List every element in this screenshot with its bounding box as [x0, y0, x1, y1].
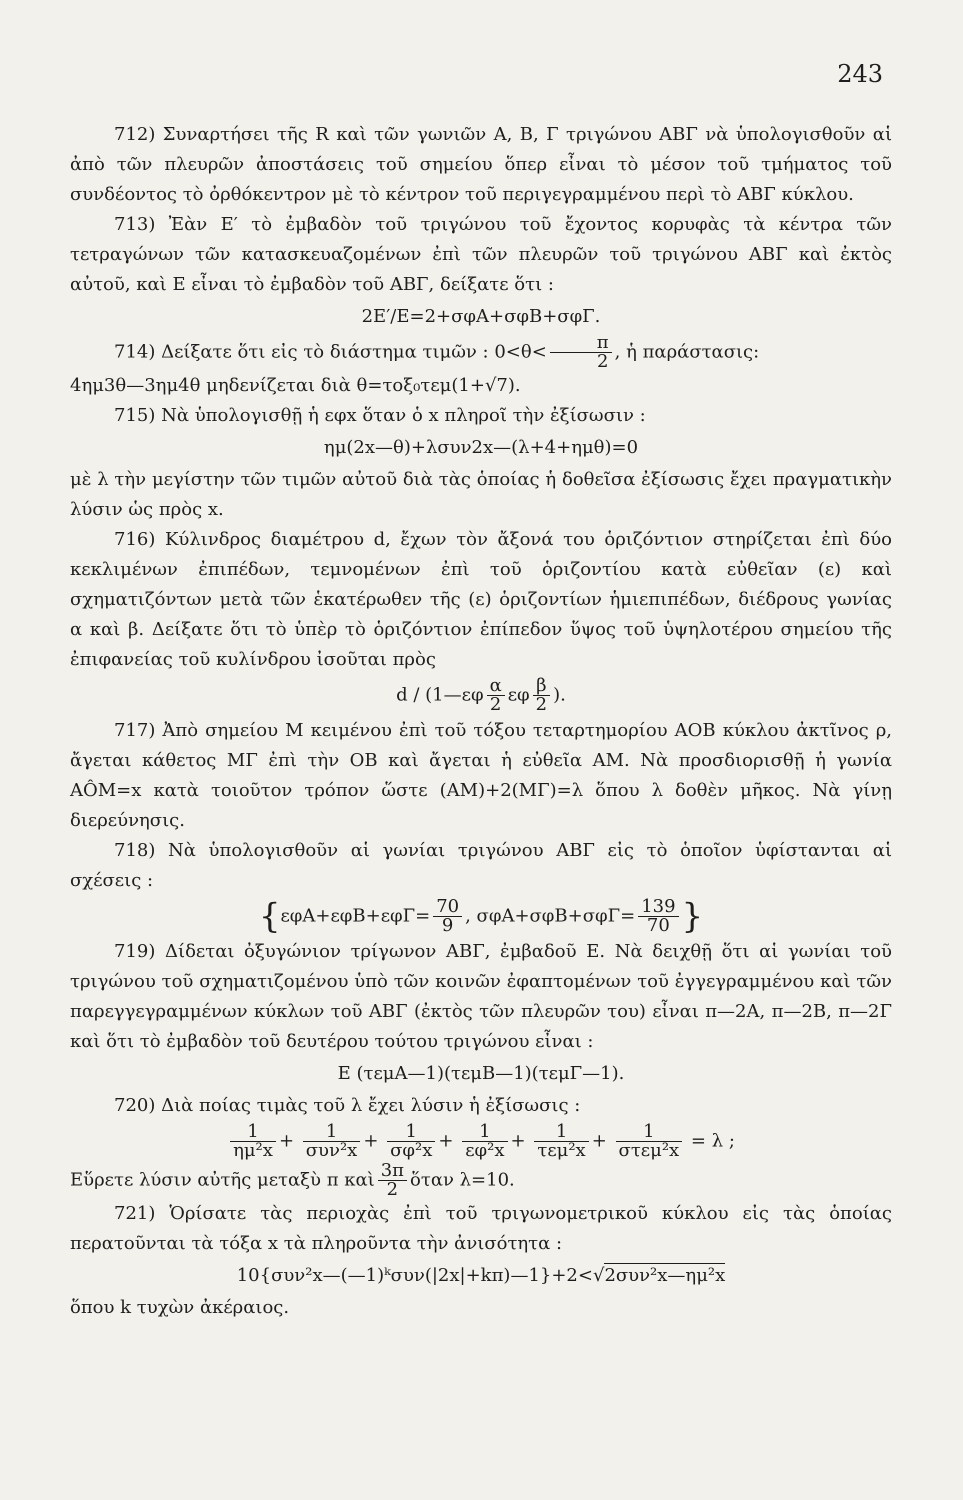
eq721-start: 10{συν²x—(—1)ᵏσυν(|2x|+kπ)—1}+2<√ [236, 1265, 605, 1286]
eq720-end: = λ ; [690, 1130, 735, 1152]
problem-716: 716) Κύλινδρος διαμέτρου d, ἔχων τὸν ἄξονά του ὁριζόντιον στηρίζεται ἐπὶ δύο κεκλιμένων ἐπιπέδων, τεμνομένων ἐπὶ τοῦ ὁριζοντίου κατὰ εὐθεῖαν (ε) καὶ σχηματιζόντων μετὰ τῶν ἑκατέρωθεν τῆς (ε) ὁριζοντίων ἡμιεπιπέδων, διέδρους γωνίας α καὶ β. Δείξατε ὅτι τὸ ὑπὲρ τὸ ὁριζόντιον ἐπίπεδον ὕψος τοῦ ὑψηλοτέρου σημείου τῆς ἐπιφανείας τοῦ κυλίνδρου ἰσοῦται πρὸς [70, 529, 892, 670]
equation-719: Ε (τεμΑ—1)(τεμΒ—1)(τεμΓ—1). [337, 1063, 625, 1084]
fraction-70-over-9 [433, 898, 462, 935]
eq716-mid: εφ [507, 684, 530, 706]
equation-716 [70, 677, 892, 714]
fraction-numerator: 139 [638, 898, 678, 917]
fraction-alpha-over-2 [487, 677, 505, 714]
problem-718: 718) Νὰ ὑπολογισθοῦν αἱ γωνίαι τριγώνου ΑΒΓ εἰς τὸ ὁποῖον ὑφίστανται αἱ σχέσεις : [70, 840, 892, 891]
problem-714-text-end: , ἡ παράστασις: [614, 341, 760, 363]
eq716-start: d / (1—εφ [396, 684, 484, 706]
eq716-end: ). [553, 684, 566, 706]
problem-720-continued: Εὕρετε λύσιν αὐτῆς μεταξὺ π καὶ $\frac{3\pi}{2}$ ὅταν λ=10. [70, 1160, 515, 1200]
eq718-second: , σφΑ+σφΒ+σφΓ= [465, 905, 636, 927]
fraction-1-over-cot2: $\frac{1}{\text{σφ²x}}$ [387, 1123, 435, 1160]
fraction-1-over-csc2: $\frac{1}{\text{στεμ²x}}$ [616, 1123, 683, 1160]
problem-714 [70, 334, 892, 371]
problem-720: 720) Διὰ ποίας τιμὰς τοῦ λ ἔχει λύσιν ἡ ἐξίσωσις : [114, 1095, 581, 1116]
problem-715-continued: μὲ λ τὴν μεγίστην τῶν τιμῶν αὐτοῦ διὰ τὰς ὁποίας ἡ δοθεῖσα ἐξίσωσις ἔχει πραγματικὴν λύσιν ὡς πρὸς x. [70, 469, 892, 520]
eq721-radicand: 2συν²x—ημ²x [604, 1265, 726, 1286]
fraction-1-over-cos2: $\frac{1}{\text{συν²x}}$ [303, 1123, 361, 1160]
page-text [70, 120, 892, 1323]
page-number: 243 [837, 60, 883, 88]
problem-714-text: 714) Δείξατε ὅτι εἰς τὸ διάστημα τιμῶν : 0<θ< [114, 341, 547, 363]
problem-721-continued: ὅπου k τυχὼν ἀκέραιος. [70, 1297, 290, 1318]
equation-720: $\frac{1}{\text{ημ²x}}$ + $\frac{1}{\text{συν²x}}$ + $\frac{1}{\text{σφ²x}}$ + $\frac{1}{\text{εφ²x}}$ + $\frac{1}{\text{τεμ²x}}$ + $\frac{1}{\text{στεμ²x}}$ = λ ; [70, 1123, 892, 1160]
fraction-numerator: β [533, 677, 550, 696]
problem-712: 712) Συναρτήσει τῆς R καὶ τῶν γωνιῶν Α, Β, Γ τριγώνου ΑΒΓ νὰ ὑπολογισθοῦν αἱ ἀπὸ τῶν πλευρῶν ἀποστάσεις τοῦ σημείου ὅπερ εἶναι τὸ μέσον τοῦ τμήματος τοῦ συνδέοντος τὸ ὀρθόκεντρον μὲ τὸ κέντρον τοῦ περιγεγραμμένου περὶ τὸ ΑΒΓ κύκλου. [70, 124, 892, 205]
fraction-beta-over-2 [533, 677, 550, 714]
fraction-denominator: 2 [535, 694, 548, 715]
equation-718: {εφΑ+εφΒ+εφΓ= $\frac{70}{9}$ , σφΑ+σφΒ+σφΓ= $\frac{139}{70}$ } [258, 896, 704, 937]
problem-714-continued: 4ημ3θ—3ημ4θ μηδενίζεται διὰ θ=τοξ₀τεμ(1+√7). [70, 375, 521, 396]
problem-721: 721) Ὁρίσατε τὰς περιοχὰς ἐπὶ τοῦ τριγωνομετρικοῦ κύκλου εἰς τὰς ὁποίας περατοῦνται τὰ τόξα x τὰ πληροῦντα τὴν ἀνισότητα : [70, 1203, 892, 1254]
problem-715: 715) Νὰ ὑπολογισθῇ ἡ εφx ὅταν ὁ x πληροῖ τὴν ἐξίσωσιν : [114, 405, 646, 426]
fraction-1-over-tan2: $\frac{1}{\text{εφ²x}}$ [462, 1123, 507, 1160]
problem-719: 719) Δίδεται ὀξυγώνιον τρίγωνον ΑΒΓ, ἐμβαδοῦ Ε. Νὰ δειχθῇ ὅτι αἱ γωνίαι τοῦ τριγώνου τοῦ σχηματιζομένου ὑπὸ τῶν κοινῶν ἐφαπτομένων τοῦ ἐγγεγραμμένου καὶ τῶν παρεγγεγραμμένων κύκλων τοῦ ΑΒΓ (ἐκτὸς τῶν πλευρῶν του) εἶναι π—2Α, π—2Β, π—2Γ καὶ ὅτι τὸ ἐμβαδὸν τοῦ δευτέρου τούτου τριγώνου εἶναι : [70, 941, 892, 1052]
problem-713: 713) Ἐὰν E′ τὸ ἐμβαδὸν τοῦ τριγώνου τοῦ ἔχοντος κορυφὰς τὰ κέντρα τῶν τετραγώνων τῶν κατασκευαζομένων ἐπὶ τῶν πλευρῶν τοῦ τριγώνου ΑΒΓ καὶ ἐκτὸς αὐτοῦ, καὶ E εἶναι τὸ ἐμβαδὸν τοῦ ΑΒΓ, δείξατε ὅτι : [70, 214, 892, 295]
fraction-denominator: 2 [596, 351, 609, 372]
fraction-139-over-70 [638, 898, 678, 935]
fraction-denominator: 2 [489, 694, 502, 715]
fraction-1-over-sin2: $\frac{1}{\text{ημ²x}}$ [230, 1123, 276, 1160]
fraction-3pi-over-2: $\frac{3\pi}{2}$ [378, 1162, 407, 1199]
fraction-numerator: 70 [433, 898, 462, 917]
fraction-1-over-sec2: $\frac{1}{\text{τεμ²x}}$ [534, 1123, 588, 1160]
fraction-numerator: α [487, 677, 505, 696]
equation-715: ημ(2x—θ)+λσυν2x—(λ+4+ημθ)=0 [323, 437, 639, 458]
equation-713: 2E′/E=2+σφΑ+σφΒ+σφΓ. [361, 306, 601, 327]
problem-717: 717) Ἀπὸ σημείου Μ κειμένου ἐπὶ τοῦ τόξου τεταρτημορίου ΑΟΒ κύκλου ἀκτῖνος ρ, ἄγεται κάθετος ΜΓ ἐπὶ τὴν ΟΒ καὶ ἄγεται ἡ εὐθεῖα ΑΜ. Νὰ προσδιορισθῇ ἡ γωνία ΑÔΜ=x κατὰ τοιοῦτον τρόπον ὥστε (ΑΜ)+2(ΜΓ)=λ ὅπου λ δοθὲν μῆκος. Νὰ γίνῃ διερεύνησις. [70, 720, 892, 831]
fraction-denominator: 70 [646, 915, 670, 936]
equation-721 [70, 1261, 892, 1291]
eq718-first: εφΑ+εφΒ+εφΓ= [280, 905, 431, 927]
fraction-numerator: π [550, 334, 612, 353]
fraction-pi-over-2 [550, 334, 612, 371]
fraction-denominator: 9 [441, 915, 454, 936]
